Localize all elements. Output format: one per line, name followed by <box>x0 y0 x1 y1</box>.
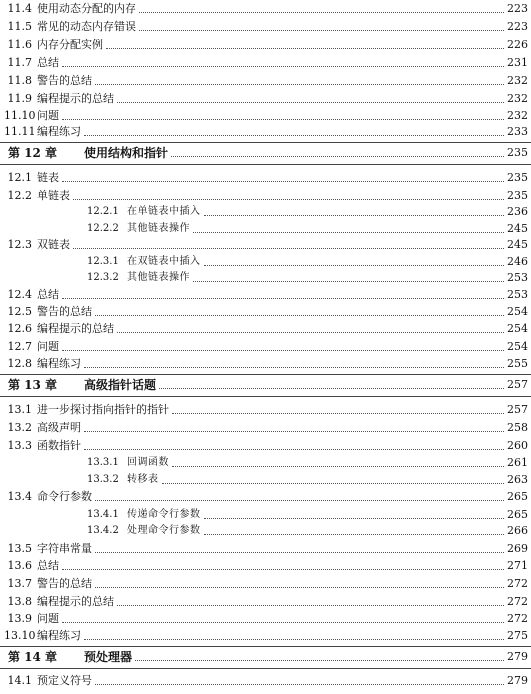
entry-page-number: 232 <box>507 92 528 105</box>
entry-number: 14.1 <box>7 674 32 687</box>
entry-number: 12.2.1 <box>87 206 119 217</box>
toc-entry <box>0 437 531 455</box>
chapter-divider <box>0 374 531 375</box>
chapter-divider <box>0 668 531 669</box>
entry-title: 链表 <box>37 171 59 184</box>
entry-page-number: 232 <box>507 109 528 122</box>
toc-entry <box>0 627 531 645</box>
entry-number: 11.9 <box>7 92 32 105</box>
entry-page-number: 253 <box>507 288 528 301</box>
entry-page-number: 257 <box>507 378 528 391</box>
entry-page-number: 271 <box>507 559 528 572</box>
dot-leader <box>106 48 504 49</box>
entry-page-number: 226 <box>507 38 528 51</box>
dot-leader <box>62 66 504 67</box>
entry-number: 12.8 <box>7 357 32 370</box>
dot-leader <box>139 12 504 13</box>
entry-number: 11.10 <box>4 109 36 122</box>
toc-entry <box>0 401 531 419</box>
entry-title: 编程提示的总结 <box>37 322 114 335</box>
entry-title: 编程练习 <box>37 629 81 642</box>
entry-number: 13.3 <box>7 439 32 452</box>
entry-page-number: 254 <box>507 340 528 353</box>
entry-title: 高级指针话题 <box>84 378 157 392</box>
toc-entry <box>0 36 531 54</box>
dot-leader <box>62 569 504 570</box>
entry-title: 问题 <box>37 109 59 122</box>
entry-number: 12.1 <box>7 171 32 184</box>
chapter-entry <box>0 144 531 162</box>
entry-page-number: 236 <box>507 205 528 218</box>
toc-entry <box>0 575 531 593</box>
toc-entry <box>0 203 531 221</box>
dot-leader <box>62 350 504 351</box>
entry-page-number: 279 <box>507 674 528 687</box>
entry-number: 13.4.1 <box>87 509 119 520</box>
toc-entry <box>0 169 531 187</box>
dot-leader <box>84 135 504 136</box>
entry-number: 11.5 <box>7 20 32 33</box>
dot-leader <box>62 119 504 120</box>
dot-leader <box>159 388 504 389</box>
entry-title: 问题 <box>37 340 59 353</box>
entry-title: 双链表 <box>37 238 70 251</box>
toc-entry <box>0 355 531 373</box>
entry-title: 常见的动态内存错误 <box>37 20 136 33</box>
dot-leader <box>171 156 504 157</box>
dot-leader <box>162 483 505 484</box>
entry-title: 预定义符号 <box>37 674 92 687</box>
entry-page-number: 231 <box>507 56 528 69</box>
entry-title: 警告的总结 <box>37 305 92 318</box>
entry-title: 总结 <box>37 288 59 301</box>
dot-leader <box>95 587 504 588</box>
entry-number: 13.4.2 <box>87 525 119 536</box>
entry-number: 12.2.2 <box>87 223 119 234</box>
entry-number: 11.7 <box>7 56 32 69</box>
toc-entry <box>0 540 531 558</box>
entry-number: 13.7 <box>7 577 32 590</box>
entry-title: 进一步探讨指向指针的指针 <box>37 403 169 416</box>
toc-entry <box>0 269 531 287</box>
dot-leader <box>62 298 504 299</box>
entry-page-number: 254 <box>507 322 528 335</box>
entry-number: 12.6 <box>7 322 32 335</box>
dot-leader <box>62 622 504 623</box>
entry-number: 13.2 <box>7 421 32 434</box>
entry-title: 使用结构和指针 <box>84 146 169 160</box>
dot-leader <box>193 281 504 282</box>
entry-title: 预处理器 <box>84 650 133 664</box>
entry-number: 第 14 章 <box>8 650 58 664</box>
entry-number: 12.5 <box>7 305 32 318</box>
entry-title: 问题 <box>37 612 59 625</box>
entry-page-number: 253 <box>507 271 528 284</box>
chapter-divider <box>0 646 531 647</box>
dot-leader <box>73 199 504 200</box>
toc-entry <box>0 123 531 141</box>
entry-page-number: 245 <box>507 222 528 235</box>
toc-entry <box>0 454 531 472</box>
entry-title: 警告的总结 <box>37 577 92 590</box>
chapter-divider <box>0 164 531 165</box>
entry-title: 处理命令行参数 <box>127 525 201 536</box>
toc-entry <box>0 286 531 304</box>
entry-page-number: 272 <box>507 577 528 590</box>
entry-title: 命令行参数 <box>37 490 92 503</box>
entry-title: 在单链表中插入 <box>127 206 201 217</box>
toc-entry <box>0 419 531 437</box>
entry-number: 13.9 <box>7 612 32 625</box>
entry-number: 13.3.1 <box>87 457 119 468</box>
entry-page-number: 263 <box>507 473 528 486</box>
dot-leader <box>95 552 504 553</box>
dot-leader <box>172 413 504 414</box>
entry-number: 11.4 <box>7 2 32 15</box>
entry-title: 总结 <box>37 56 59 69</box>
entry-title: 编程练习 <box>37 357 81 370</box>
entry-page-number: 269 <box>507 542 528 555</box>
entry-number: 12.3.1 <box>87 256 119 267</box>
toc-entry <box>0 557 531 575</box>
dot-leader <box>204 215 505 216</box>
entry-page-number: 235 <box>507 171 528 184</box>
dot-leader <box>204 534 505 535</box>
entry-title: 编程练习 <box>37 125 81 138</box>
entry-title: 在双链表中插入 <box>127 256 201 267</box>
entry-page-number: 265 <box>507 508 528 521</box>
entry-title: 编程提示的总结 <box>37 92 114 105</box>
entry-number: 13.4 <box>7 490 32 503</box>
dot-leader <box>84 431 504 432</box>
toc-entry <box>0 672 531 690</box>
dot-leader <box>73 248 504 249</box>
entry-number: 13.8 <box>7 595 32 608</box>
entry-page-number: 235 <box>507 146 528 159</box>
dot-leader <box>172 466 504 467</box>
entry-number: 13.6 <box>7 559 32 572</box>
toc-entry <box>0 610 531 628</box>
toc-entry <box>0 18 531 36</box>
toc-entry <box>0 303 531 321</box>
entry-number: 12.3 <box>7 238 32 251</box>
entry-title: 其他链表操作 <box>127 272 190 283</box>
entry-title: 回调函数 <box>127 457 169 468</box>
toc-entry <box>0 320 531 338</box>
dot-leader <box>204 518 505 519</box>
entry-title: 其他链表操作 <box>127 223 190 234</box>
entry-title: 内存分配实例 <box>37 38 103 51</box>
toc-entry <box>0 338 531 356</box>
entry-page-number: 279 <box>507 650 528 663</box>
entry-title: 高级声明 <box>37 421 81 434</box>
dot-leader <box>95 315 504 316</box>
toc-entry <box>0 471 531 489</box>
entry-title: 单链表 <box>37 189 70 202</box>
entry-page-number: 275 <box>507 629 528 642</box>
chapter-entry <box>0 648 531 666</box>
entry-number: 第 13 章 <box>8 378 58 392</box>
dot-leader <box>95 500 504 501</box>
entry-number: 13.10 <box>4 629 36 642</box>
dot-leader <box>204 265 505 266</box>
entry-title: 字符串常量 <box>37 542 92 555</box>
dot-leader <box>84 449 504 450</box>
toc-entry <box>0 72 531 90</box>
entry-number: 11.8 <box>7 74 32 87</box>
chapter-entry <box>0 376 531 394</box>
entry-page-number: 265 <box>507 490 528 503</box>
entry-number: 13.1 <box>7 403 32 416</box>
toc-entry <box>0 236 531 254</box>
dot-leader <box>62 181 504 182</box>
chapter-divider <box>0 396 531 397</box>
entry-number: 12.7 <box>7 340 32 353</box>
toc-entry <box>0 0 531 18</box>
entry-page-number: 245 <box>507 238 528 251</box>
dot-leader <box>135 660 504 661</box>
entry-title: 传递命令行参数 <box>127 509 201 520</box>
entry-page-number: 258 <box>507 421 528 434</box>
dot-leader <box>95 684 504 685</box>
entry-page-number: 272 <box>507 612 528 625</box>
entry-title: 总结 <box>37 559 59 572</box>
toc-entry <box>0 593 531 611</box>
toc-entry <box>0 522 531 540</box>
dot-leader <box>117 332 504 333</box>
entry-number: 第 12 章 <box>8 146 58 160</box>
entry-number: 12.2 <box>7 189 32 202</box>
dot-leader <box>84 367 504 368</box>
entry-number: 12.3.2 <box>87 272 119 283</box>
dot-leader <box>95 84 504 85</box>
entry-title: 转移表 <box>127 474 159 485</box>
entry-number: 11.6 <box>7 38 32 51</box>
entry-page-number: 232 <box>507 74 528 87</box>
entry-page-number: 266 <box>507 524 528 537</box>
entry-number: 12.4 <box>7 288 32 301</box>
entry-page-number: 260 <box>507 439 528 452</box>
entry-title: 编程提示的总结 <box>37 595 114 608</box>
entry-page-number: 235 <box>507 189 528 202</box>
entry-page-number: 261 <box>507 456 528 469</box>
dot-leader <box>84 639 504 640</box>
entry-number: 13.3.2 <box>87 474 119 485</box>
entry-page-number: 223 <box>507 20 528 33</box>
dot-leader <box>193 232 504 233</box>
entry-page-number: 255 <box>507 357 528 370</box>
entry-page-number: 246 <box>507 255 528 268</box>
toc-entry <box>0 488 531 506</box>
entry-title: 使用动态分配的内存 <box>37 2 136 15</box>
entry-page-number: 254 <box>507 305 528 318</box>
entry-number: 11.11 <box>4 125 36 138</box>
entry-page-number: 233 <box>507 125 528 138</box>
entry-title: 警告的总结 <box>37 74 92 87</box>
dot-leader <box>117 102 504 103</box>
entry-page-number: 223 <box>507 2 528 15</box>
chapter-divider <box>0 142 531 143</box>
entry-page-number: 272 <box>507 595 528 608</box>
entry-number: 13.5 <box>7 542 32 555</box>
dot-leader <box>139 30 504 31</box>
dot-leader <box>117 605 504 606</box>
toc-entry <box>0 90 531 108</box>
entry-page-number: 257 <box>507 403 528 416</box>
toc-entry <box>0 54 531 72</box>
entry-title: 函数指针 <box>37 439 81 452</box>
